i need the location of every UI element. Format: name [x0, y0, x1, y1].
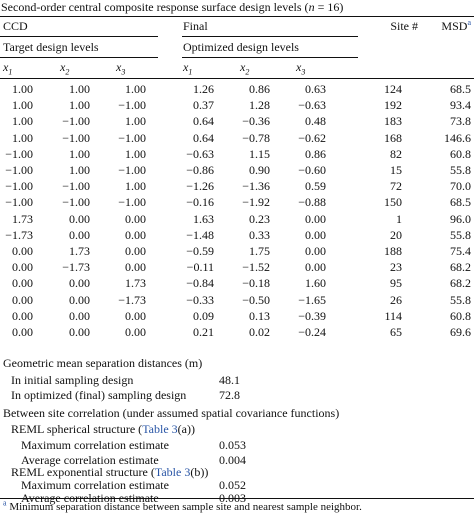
- cell-site: 72: [390, 179, 402, 194]
- cell-target-x1: 0.00: [12, 276, 33, 291]
- cell-opt-x1: −1.48: [186, 227, 214, 242]
- cell-target-x3: 0.00: [125, 308, 146, 323]
- final-rule: [182, 36, 358, 37]
- corr-sph-max-value: 0.053: [219, 438, 246, 452]
- cell-msd: 68.2: [450, 276, 471, 291]
- cell-opt-x1: 1.63: [193, 211, 214, 226]
- cell-target-x1: −1.73: [5, 227, 33, 242]
- cell-target-x2: 0.00: [69, 308, 90, 323]
- corr-sph-max-label: Maximum correlation estimate: [21, 438, 169, 452]
- cell-target-x3: 1.00: [125, 179, 146, 194]
- cell-site: 1: [396, 211, 402, 226]
- cell-target-x2: 1.00: [69, 82, 90, 96]
- cell-target-x3: −1.00: [118, 130, 146, 145]
- cell-target-x3: 1.00: [125, 114, 146, 129]
- corr-exp-max-value: 0.052: [219, 478, 246, 492]
- cell-opt-x2: 1.75: [249, 244, 270, 258]
- cell-opt-x3: −0.62: [298, 130, 326, 145]
- cell-opt-x2: 0.02: [249, 325, 270, 339]
- cell-msd: 55.8: [450, 292, 471, 307]
- cell-target-x2: 1.00: [69, 98, 90, 113]
- cell-target-x2: −1.00: [62, 179, 90, 194]
- cell-opt-x1: 0.64: [193, 114, 214, 129]
- header-ccd: CCD: [3, 19, 28, 33]
- ccd-rule: [0, 36, 158, 37]
- cell-opt-x1: 0.09: [193, 308, 214, 323]
- cell-target-x3: 1.00: [125, 146, 146, 161]
- cell-site: 192: [384, 98, 402, 113]
- cell-msd: 73.8: [450, 114, 471, 129]
- geo-initial-label: In initial sampling design: [11, 373, 134, 387]
- cell-opt-x3: 0.00: [305, 227, 326, 242]
- cell-target-x2: −1.00: [62, 114, 90, 129]
- cell-target-x1: 1.73: [12, 211, 33, 226]
- cell-opt-x1: −0.33: [186, 292, 214, 307]
- header-opt-x2: $x_2$: [240, 60, 250, 77]
- cell-opt-x3: 0.00: [305, 260, 326, 275]
- cell-msd: 55.8: [450, 163, 471, 177]
- corr-sph-avg-value: 0.004: [219, 453, 246, 467]
- table3-link[interactable]: Table 3: [154, 465, 191, 479]
- cell-target-x3: 0.00: [125, 325, 146, 339]
- cell-opt-x3: −0.63: [298, 98, 326, 113]
- geo-optimized-value: 72.8: [219, 388, 240, 402]
- cell-target-x1: 0.00: [12, 244, 33, 258]
- cell-target-x2: −1.00: [62, 130, 90, 145]
- cell-target-x1: 0.00: [12, 260, 33, 275]
- cell-target-x3: 0.00: [125, 211, 146, 226]
- cell-msd: 60.8: [450, 308, 471, 323]
- header-optimized: Optimized design levels: [183, 40, 299, 54]
- cell-target-x2: 1.00: [69, 163, 90, 177]
- cell-opt-x2: −0.78: [242, 130, 270, 145]
- cell-target-x1: 1.00: [12, 114, 33, 129]
- cell-msd: 60.8: [450, 146, 471, 161]
- optimized-rule: [182, 57, 358, 58]
- cell-target-x2: 0.00: [69, 325, 90, 339]
- header-bottom-rule: [0, 78, 474, 79]
- cell-msd: 69.6: [450, 325, 471, 339]
- cell-opt-x2: −0.50: [242, 292, 270, 307]
- cell-opt-x1: 0.64: [193, 130, 214, 145]
- cell-opt-x1: −0.63: [186, 146, 214, 161]
- cell-opt-x3: 0.63: [305, 82, 326, 96]
- cell-opt-x1: −1.26: [186, 179, 214, 194]
- cell-site: 114: [384, 308, 402, 323]
- cell-target-x3: −1.00: [118, 163, 146, 177]
- cell-target-x1: 0.00: [12, 325, 33, 339]
- cell-opt-x2: 0.13: [249, 308, 270, 323]
- cell-opt-x3: 0.00: [305, 211, 326, 226]
- cell-target-x1: 0.00: [12, 292, 33, 307]
- cell-site: 188: [384, 244, 402, 258]
- cell-target-x2: 1.00: [69, 146, 90, 161]
- cell-msd: 93.4: [450, 98, 471, 113]
- cell-target-x2: 1.73: [69, 244, 90, 258]
- header-msd: MSD$^a$: [441, 18, 471, 33]
- cell-target-x2: −1.73: [62, 260, 90, 275]
- geo-optimized-label: In optimized (final) sampling design: [11, 388, 187, 402]
- cell-target-x2: 0.00: [69, 276, 90, 291]
- cell-opt-x1: −0.11: [186, 260, 214, 275]
- cell-target-x3: 0.00: [125, 227, 146, 242]
- cell-opt-x2: −1.36: [242, 179, 270, 194]
- target-rule: [0, 57, 158, 58]
- cell-opt-x2: 1.15: [249, 146, 270, 161]
- cell-site: 15: [390, 163, 402, 177]
- cell-target-x2: −1.00: [62, 195, 90, 210]
- corr-exp-avg-label: Average correlation estimate: [21, 491, 159, 505]
- cell-opt-x2: −1.92: [242, 195, 270, 210]
- header-target-x2: $x_2$: [60, 60, 70, 77]
- cell-msd: 68.2: [450, 260, 471, 275]
- corr-exponential-heading: REML exponential structure (Table 3(b)): [11, 465, 209, 479]
- cell-target-x2: 0.00: [69, 227, 90, 242]
- header-target: Target design levels: [3, 40, 99, 54]
- cell-msd: 70.0: [450, 179, 471, 194]
- cell-opt-x3: 1.60: [305, 276, 326, 291]
- cell-site: 95: [390, 276, 402, 291]
- cell-opt-x2: −0.36: [242, 114, 270, 129]
- header-target-x3: $x_3$: [116, 60, 126, 77]
- cell-opt-x3: 0.59: [305, 179, 326, 194]
- cell-target-x1: −1.00: [5, 179, 33, 194]
- cell-target-x1: 1.00: [12, 82, 33, 96]
- corr-exp-max-label: Maximum correlation estimate: [21, 478, 169, 492]
- cell-target-x3: 1.00: [125, 82, 146, 96]
- cell-target-x3: 0.00: [125, 260, 146, 275]
- table-caption: Second-order central composite response surface design levels (n = 16): [1, 0, 344, 14]
- cell-opt-x3: 0.00: [305, 244, 326, 258]
- cell-opt-x1: −0.86: [186, 163, 214, 177]
- bottom-rule: [0, 498, 474, 499]
- top-rule: [0, 16, 474, 17]
- header-final: Final: [183, 19, 208, 33]
- corr-sph-avg-label: Average correlation estimate: [21, 453, 159, 467]
- cell-site: 26: [390, 292, 402, 307]
- corr-spherical-heading: REML spherical structure (Table 3(a)): [11, 422, 195, 436]
- cell-site: 183: [384, 114, 402, 129]
- cell-opt-x2: 0.33: [249, 227, 270, 242]
- cell-site: 65: [390, 325, 402, 339]
- cell-opt-x1: 0.37: [193, 98, 214, 113]
- cell-site: 20: [390, 227, 402, 242]
- cell-opt-x2: 0.90: [249, 163, 270, 177]
- cell-opt-x2: 0.86: [249, 82, 270, 96]
- cell-msd: 68.5: [450, 195, 471, 210]
- header-opt-x3: $x_3$: [296, 60, 306, 77]
- cell-site: 82: [390, 146, 402, 161]
- cell-opt-x2: −0.18: [242, 276, 270, 291]
- cell-site: 168: [384, 130, 402, 145]
- cell-target-x1: 1.00: [12, 98, 33, 113]
- cell-opt-x2: −1.52: [242, 260, 270, 275]
- cell-opt-x3: −0.24: [298, 325, 326, 339]
- cell-target-x1: −1.00: [5, 146, 33, 161]
- cell-opt-x1: 1.26: [193, 82, 214, 96]
- cell-opt-x3: −0.60: [298, 163, 326, 177]
- header-opt-x1: $x_1$: [183, 60, 193, 77]
- geo-initial-value: 48.1: [219, 373, 240, 387]
- cell-opt-x1: −0.16: [186, 195, 214, 210]
- cell-site: 150: [384, 195, 402, 210]
- cell-opt-x2: 0.23: [249, 211, 270, 226]
- cell-msd: 75.4: [450, 244, 471, 258]
- cell-target-x2: 0.00: [69, 292, 90, 307]
- corr-title: Between site correlation (under assumed spatial covariance functions): [3, 406, 340, 420]
- cell-opt-x3: −1.65: [298, 292, 326, 307]
- cell-target-x1: −1.00: [5, 163, 33, 177]
- cell-target-x3: −1.00: [118, 98, 146, 113]
- cell-target-x1: 1.00: [12, 130, 33, 145]
- header-site: Site #: [390, 19, 418, 33]
- cell-opt-x3: 0.48: [305, 114, 326, 129]
- cell-site: 124: [384, 82, 402, 96]
- cell-msd: 55.8: [450, 227, 471, 242]
- header-target-x1: $x_1$: [3, 60, 13, 77]
- cell-msd: 68.5: [450, 82, 471, 96]
- cell-opt-x3: 0.86: [305, 146, 326, 161]
- cell-target-x1: 0.00: [12, 308, 33, 323]
- cell-opt-x3: −0.39: [298, 308, 326, 323]
- cell-opt-x2: 1.28: [249, 98, 270, 113]
- cell-site: 23: [390, 260, 402, 275]
- cell-msd: 96.0: [450, 211, 471, 226]
- geo-title: Geometric mean separation distances (m): [3, 356, 203, 370]
- cell-opt-x1: −0.84: [186, 276, 214, 291]
- corr-exp-avg-value: 0.003: [219, 491, 246, 505]
- table3-link[interactable]: Table 3: [142, 422, 178, 436]
- cell-opt-x1: 0.21: [193, 325, 214, 339]
- cell-opt-x3: −0.88: [298, 195, 326, 210]
- cell-msd: 146.6: [444, 130, 471, 145]
- cell-opt-x1: −0.59: [186, 244, 214, 258]
- cell-target-x1: −1.00: [5, 195, 33, 210]
- cell-target-x3: 0.00: [125, 244, 146, 258]
- footnote: $^a$ Minimum separation distance between sample site and nearest sample neighbor.: [3, 498, 362, 513]
- cell-target-x3: 1.73: [125, 276, 146, 291]
- cell-target-x3: −1.00: [118, 195, 146, 210]
- cell-target-x2: 0.00: [69, 211, 90, 226]
- cell-target-x3: −1.73: [118, 292, 146, 307]
